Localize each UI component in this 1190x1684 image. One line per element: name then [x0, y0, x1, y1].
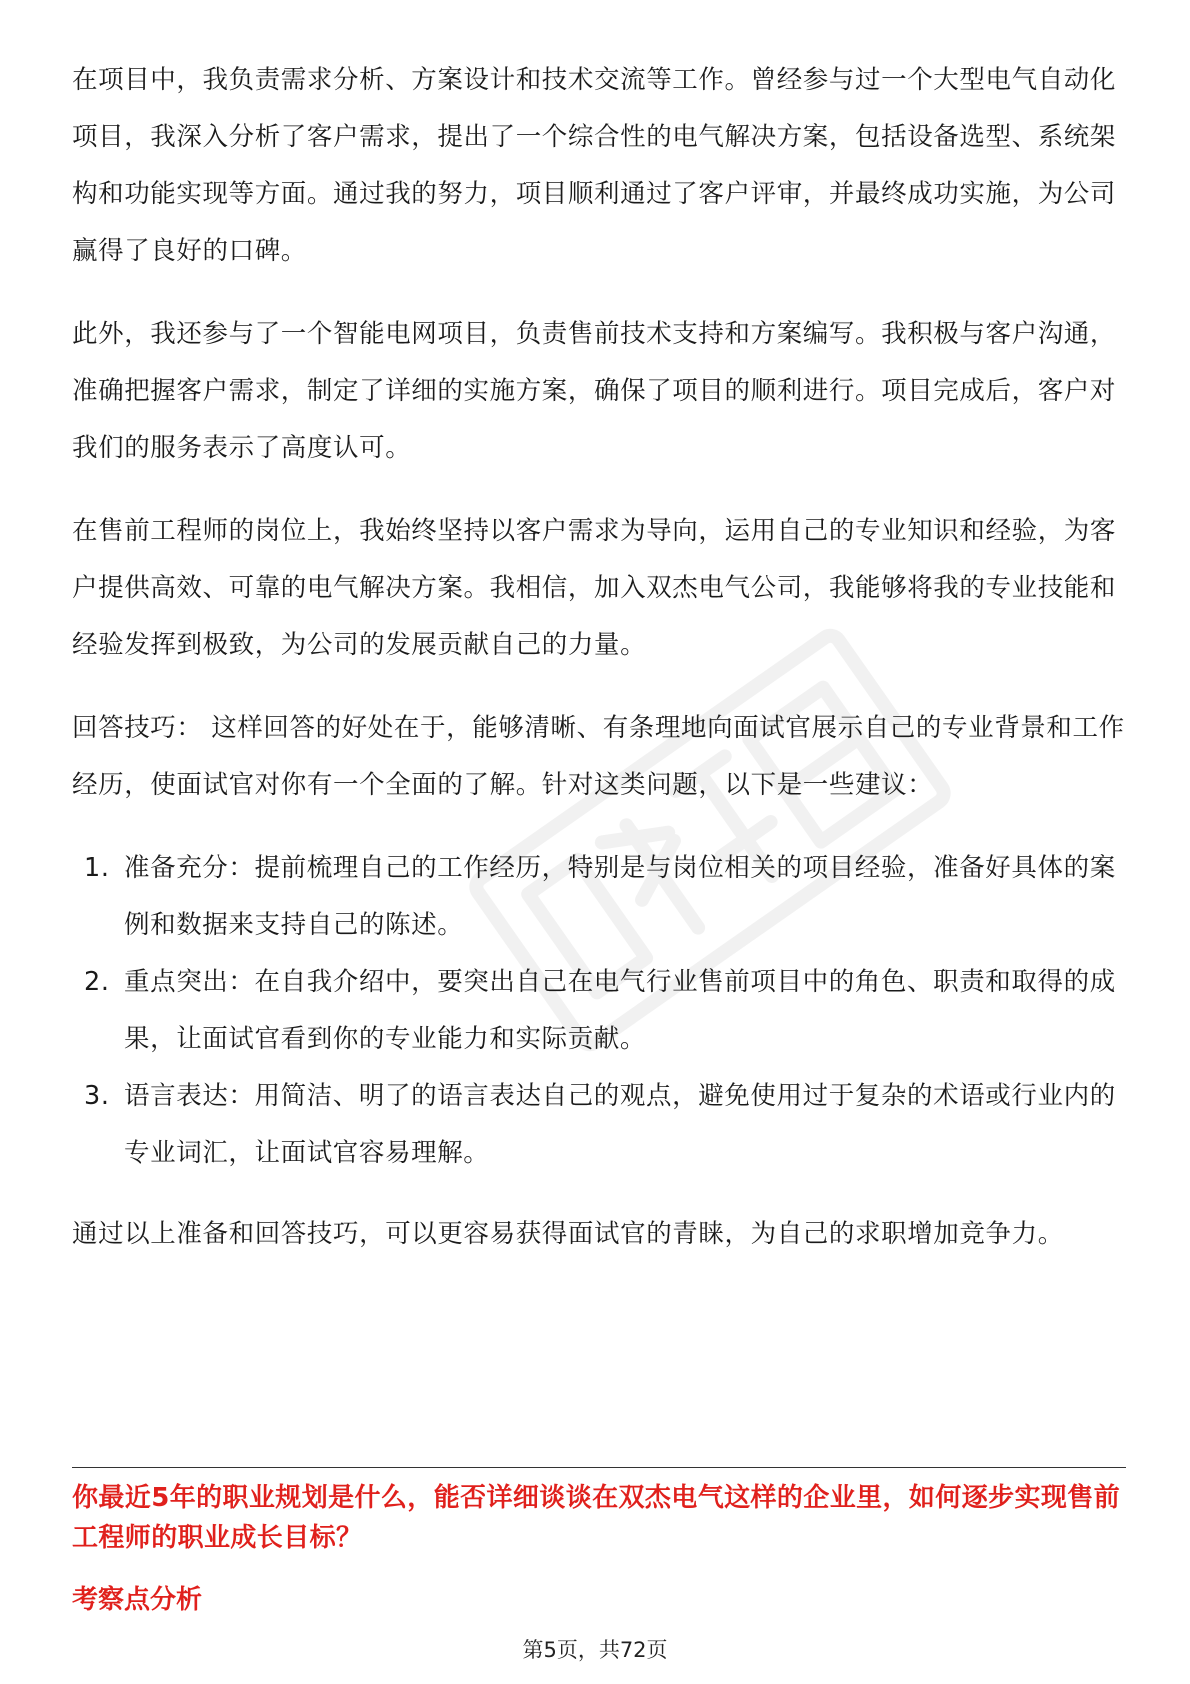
list-item-text: 准备充分：提前梳理自己的工作经历，特别是与岗位相关的项目经验，准备好具体的案例和数据来支持自己的陈述。 [124, 853, 1116, 940]
list-item-text: 重点突出：在自我介绍中，要突出自己在电气行业售前项目中的角色、职责和取得的成果，让面试官看到你的专业能力和实际贡献。 [124, 967, 1116, 1054]
body-paragraph: 在售前工程师的岗位上，我始终坚持以客户需求为导向，运用自己的专业知识和经验，为客户提供高效、可靠的电气解决方案。我相信，加入双杰电气公司，我能够将我的专业技能和经验发挥到极致，为公司的发展贡献自己的力量。 [72, 516, 1117, 660]
list-item [72, 954, 1126, 1068]
section-divider [72, 1467, 1126, 1468]
body-paragraph: 在项目中，我负责需求分析、方案设计和技术交流等工作。曾经参与过一个大型电气自动化项目，我深入分析了客户需求，提出了一个综合性的电气解决方案，包括设备选型、系统架构和功能实现等方面。通过我的努力，项目顺利通过了客户评审，并最终成功实施，为公司赢得了良好的口碑。 [72, 65, 1117, 266]
page-number: 第5页，共72页 [522, 1638, 668, 1662]
section-heading: 考察点分析 [72, 1585, 203, 1615]
document-body [72, 52, 1126, 1289]
answer-tips-intro: 回答技巧： 这样回答的好处在于，能够清晰、有条理地向面试官展示自己的专业背景和工作经历，使面试官对你有一个全面的了解。针对这类问题，以下是一些建议： [72, 713, 1125, 800]
list-item [72, 1068, 1126, 1182]
list-item-number: 2. [84, 967, 110, 997]
list-item-text: 语言表达：用简洁、明了的语言表达自己的观点，避免使用过于复杂的术语或行业内的专业词汇，让面试官容易理解。 [124, 1081, 1116, 1168]
list-item [72, 840, 1126, 954]
body-paragraph: 此外，我还参与了一个智能电网项目，负责售前技术支持和方案编写。我积极与客户沟通，准确把握客户需求，制定了详细的实施方案，确保了项目的顺利进行。项目完成后，客户对我们的服务表示了高度认可。 [72, 319, 1117, 463]
list-item-number: 1. [84, 853, 110, 883]
conclusion-paragraph: 通过以上准备和回答技巧，可以更容易获得面试官的青睐，为自己的求职增加竞争力。 [72, 1219, 1064, 1249]
tips-list [72, 840, 1126, 1182]
question-title: 你最近5年的职业规划是什么，能否详细谈谈在双杰电气这样的企业里，如何逐步实现售前工程师的职业成长目标？ [72, 1483, 1121, 1553]
list-item-number: 3. [84, 1081, 110, 1111]
